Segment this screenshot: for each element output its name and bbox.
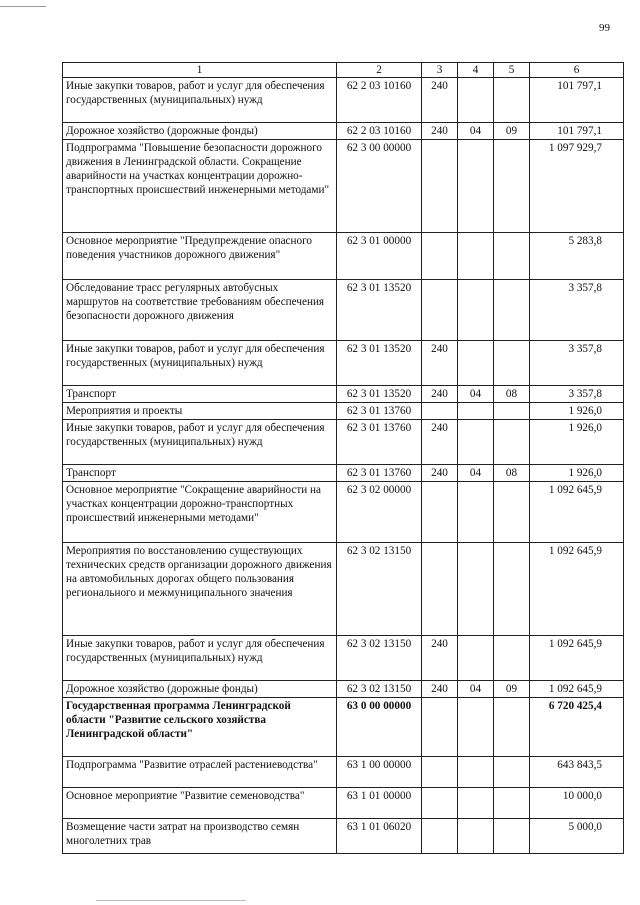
row-amount-cell: 1 926,0 bbox=[530, 403, 624, 420]
table-row bbox=[63, 233, 624, 280]
row-code-cell: 62 2 03 10160 bbox=[337, 123, 422, 140]
row-expense-type-cell: 240 bbox=[422, 78, 458, 123]
row-expense-type-cell bbox=[422, 233, 458, 280]
row-expense-type-cell bbox=[422, 140, 458, 233]
table-row bbox=[63, 341, 624, 386]
row-name-cell: Обследование трасс регулярных автобусных маршрутов на соответствие требованиям обеспечения безопасности дорожного движения bbox=[63, 280, 337, 341]
row-section-cell bbox=[458, 280, 494, 341]
row-amount-cell: 101 797,1 bbox=[530, 123, 624, 140]
row-section-cell bbox=[458, 819, 494, 854]
row-amount-cell: 5 283,8 bbox=[530, 233, 624, 280]
row-expense-type-cell bbox=[422, 403, 458, 420]
row-section-cell: 04 bbox=[458, 123, 494, 140]
row-amount-cell: 1 097 929,7 bbox=[530, 140, 624, 233]
row-section-cell bbox=[458, 420, 494, 465]
row-section-cell bbox=[458, 698, 494, 757]
row-amount-cell: 5 000,0 bbox=[530, 819, 624, 854]
row-expense-type-cell: 240 bbox=[422, 636, 458, 681]
row-expense-type-cell bbox=[422, 543, 458, 636]
row-section-cell: 04 bbox=[458, 465, 494, 482]
row-amount-cell: 643 843,5 bbox=[530, 757, 624, 788]
row-name-cell: Иные закупки товаров, работ и услуг для обеспечения государственных (муниципальных) нужд bbox=[63, 636, 337, 681]
table-row bbox=[63, 420, 624, 465]
bottom-edge-line bbox=[96, 900, 246, 901]
row-code-cell: 62 3 01 13520 bbox=[337, 341, 422, 386]
row-subsection-cell bbox=[494, 78, 530, 123]
row-name-cell: Дорожное хозяйство (дорожные фонды) bbox=[63, 681, 337, 698]
row-section-cell bbox=[458, 341, 494, 386]
row-amount-cell: 1 926,0 bbox=[530, 465, 624, 482]
row-section-cell bbox=[458, 403, 494, 420]
row-name-cell: Транспорт bbox=[63, 386, 337, 403]
row-subsection-cell bbox=[494, 140, 530, 233]
row-subsection-cell bbox=[494, 757, 530, 788]
row-code-cell: 63 0 00 00000 bbox=[337, 698, 422, 757]
column-header-2: 2 bbox=[337, 63, 422, 78]
page-number: 99 bbox=[599, 22, 610, 34]
row-code-cell: 63 1 00 00000 bbox=[337, 757, 422, 788]
row-expense-type-cell: 240 bbox=[422, 386, 458, 403]
row-section-cell bbox=[458, 636, 494, 681]
table-row bbox=[63, 403, 624, 420]
table-row bbox=[63, 543, 624, 636]
top-edge-line bbox=[0, 6, 46, 7]
column-header-6: 6 bbox=[530, 63, 624, 78]
row-expense-type-cell: 240 bbox=[422, 681, 458, 698]
row-subsection-cell bbox=[494, 233, 530, 280]
row-subsection-cell bbox=[494, 636, 530, 681]
row-section-cell: 04 bbox=[458, 386, 494, 403]
row-expense-type-cell: 240 bbox=[422, 341, 458, 386]
row-name-cell: Иные закупки товаров, работ и услуг для обеспечения государственных (муниципальных) нужд bbox=[63, 420, 337, 465]
row-subsection-cell bbox=[494, 341, 530, 386]
table-row bbox=[63, 280, 624, 341]
row-code-cell: 62 3 02 00000 bbox=[337, 482, 422, 543]
row-code-cell: 63 1 01 06020 bbox=[337, 819, 422, 854]
row-amount-cell: 1 092 645,9 bbox=[530, 482, 624, 543]
header-row bbox=[63, 63, 624, 78]
row-amount-cell: 10 000,0 bbox=[530, 788, 624, 819]
row-subsection-cell bbox=[494, 543, 530, 636]
table-row bbox=[63, 636, 624, 681]
row-amount-cell: 3 357,8 bbox=[530, 280, 624, 341]
row-amount-cell: 101 797,1 bbox=[530, 78, 624, 123]
row-section-cell bbox=[458, 788, 494, 819]
table-row bbox=[63, 78, 624, 123]
row-code-cell: 62 3 00 00000 bbox=[337, 140, 422, 233]
row-name-cell: Транспорт bbox=[63, 465, 337, 482]
row-subsection-cell bbox=[494, 819, 530, 854]
column-header-4: 4 bbox=[458, 63, 494, 78]
table-row bbox=[63, 140, 624, 233]
row-code-cell: 62 3 01 13760 bbox=[337, 420, 422, 465]
row-name-cell: Иные закупки товаров, работ и услуг для обеспечения государственных (муниципальных) нужд bbox=[63, 78, 337, 123]
table-row bbox=[63, 757, 624, 788]
row-name-cell: Мероприятия и проекты bbox=[63, 403, 337, 420]
row-expense-type-cell bbox=[422, 819, 458, 854]
row-code-cell: 63 1 01 00000 bbox=[337, 788, 422, 819]
row-code-cell: 62 3 01 13760 bbox=[337, 403, 422, 420]
row-expense-type-cell bbox=[422, 788, 458, 819]
table-row bbox=[63, 819, 624, 854]
row-section-cell: 04 bbox=[458, 681, 494, 698]
row-subsection-cell: 09 bbox=[494, 123, 530, 140]
row-expense-type-cell: 240 bbox=[422, 420, 458, 465]
row-code-cell: 62 3 02 13150 bbox=[337, 636, 422, 681]
row-amount-cell: 1 092 645,9 bbox=[530, 543, 624, 636]
row-code-cell: 62 3 01 13520 bbox=[337, 280, 422, 341]
row-name-cell: Основное мероприятие "Развитие семеноводства" bbox=[63, 788, 337, 819]
row-subsection-cell: 08 bbox=[494, 386, 530, 403]
row-name-cell: Дорожное хозяйство (дорожные фонды) bbox=[63, 123, 337, 140]
row-expense-type-cell bbox=[422, 698, 458, 757]
table-row bbox=[63, 386, 624, 403]
budget-table bbox=[62, 62, 624, 854]
row-name-cell: Возмещение части затрат на производство семян многолетних трав bbox=[63, 819, 337, 854]
row-section-cell bbox=[458, 482, 494, 543]
row-name-cell: Государственная программа Ленинградской области "Развитие сельского хозяйства Ленинградской области" bbox=[63, 698, 337, 757]
row-section-cell bbox=[458, 233, 494, 280]
row-subsection-cell bbox=[494, 788, 530, 819]
row-expense-type-cell bbox=[422, 482, 458, 543]
row-subsection-cell: 08 bbox=[494, 465, 530, 482]
table-row bbox=[63, 681, 624, 698]
column-header-5: 5 bbox=[494, 63, 530, 78]
row-subsection-cell bbox=[494, 280, 530, 341]
row-name-cell: Основное мероприятие "Сокращение аварийности на участках концентрации дорожно-транспортных происшествий инженерными методами" bbox=[63, 482, 337, 543]
row-expense-type-cell: 240 bbox=[422, 465, 458, 482]
row-section-cell bbox=[458, 78, 494, 123]
row-subsection-cell bbox=[494, 403, 530, 420]
row-section-cell bbox=[458, 543, 494, 636]
row-expense-type-cell bbox=[422, 757, 458, 788]
column-header-1: 1 bbox=[63, 63, 337, 78]
row-subsection-cell: 09 bbox=[494, 681, 530, 698]
row-code-cell: 62 3 02 13150 bbox=[337, 681, 422, 698]
row-amount-cell: 1 926,0 bbox=[530, 420, 624, 465]
row-section-cell bbox=[458, 757, 494, 788]
row-name-cell: Иные закупки товаров, работ и услуг для обеспечения государственных (муниципальных) нужд bbox=[63, 341, 337, 386]
table-row bbox=[63, 465, 624, 482]
row-expense-type-cell bbox=[422, 280, 458, 341]
row-subsection-cell bbox=[494, 482, 530, 543]
row-code-cell: 62 3 02 13150 bbox=[337, 543, 422, 636]
row-name-cell: Основное мероприятие "Предупреждение опасного поведения участников дорожного движения" bbox=[63, 233, 337, 280]
row-amount-cell: 1 092 645,9 bbox=[530, 681, 624, 698]
row-amount-cell: 6 720 425,4 bbox=[530, 698, 624, 757]
row-name-cell: Подпрограмма "Развитие отраслей растениеводства" bbox=[63, 757, 337, 788]
row-amount-cell: 1 092 645,9 bbox=[530, 636, 624, 681]
row-name-cell: Мероприятия по восстановлению существующих технических средств организации дорожного движения на автомобильных дорогах общего пользования регионального и межмуниципального значения bbox=[63, 543, 337, 636]
table-row bbox=[63, 788, 624, 819]
table-row bbox=[63, 482, 624, 543]
row-code-cell: 62 3 01 13520 bbox=[337, 386, 422, 403]
row-name-cell: Подпрограмма "Повышение безопасности дорожного движения в Ленинградской области. Сокращение аварийности на участках концентрации дорожно-транспортных происшествий инженерными методами" bbox=[63, 140, 337, 233]
column-header-3: 3 bbox=[422, 63, 458, 78]
table-row bbox=[63, 123, 624, 140]
row-code-cell: 62 3 01 13760 bbox=[337, 465, 422, 482]
row-amount-cell: 3 357,8 bbox=[530, 386, 624, 403]
row-section-cell bbox=[458, 140, 494, 233]
row-code-cell: 62 2 03 10160 bbox=[337, 78, 422, 123]
row-code-cell: 62 3 01 00000 bbox=[337, 233, 422, 280]
table-row bbox=[63, 698, 624, 757]
row-subsection-cell bbox=[494, 698, 530, 757]
row-subsection-cell bbox=[494, 420, 530, 465]
row-expense-type-cell: 240 bbox=[422, 123, 458, 140]
row-amount-cell: 3 357,8 bbox=[530, 341, 624, 386]
